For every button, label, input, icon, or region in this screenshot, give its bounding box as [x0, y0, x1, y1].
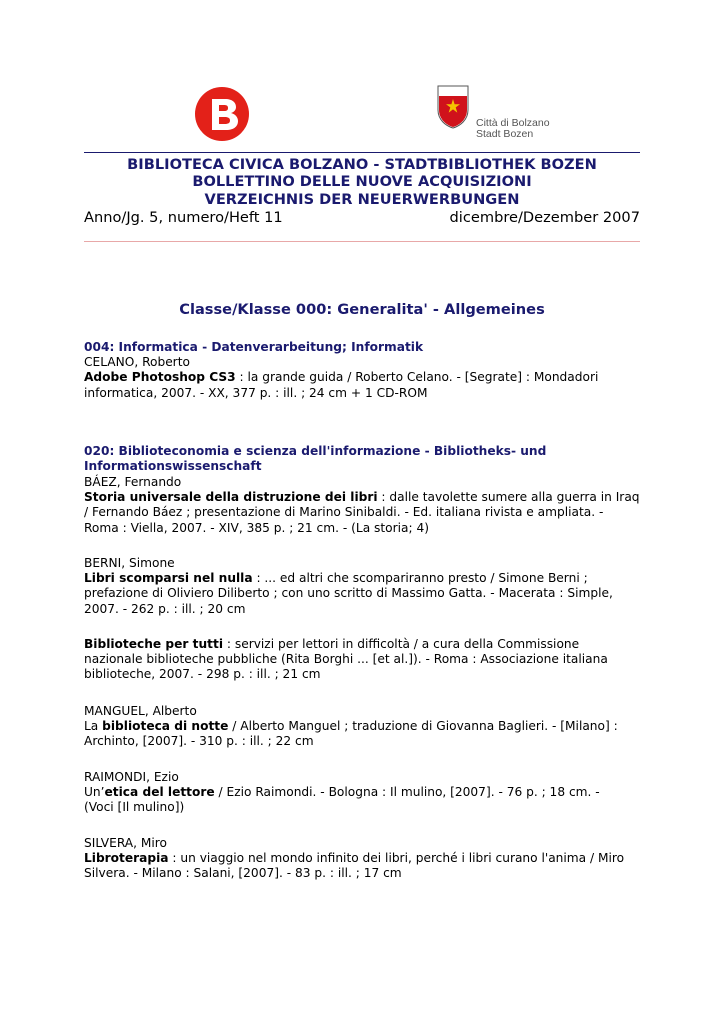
entry-title: Libroterapia [84, 851, 169, 866]
entry-description: : ... ed altri che scompariranno presto / Simone Berni ; [252, 571, 588, 586]
issue-date: dicembre/Dezember 2007 [449, 209, 640, 226]
city-of-bolzano-logo [436, 84, 576, 140]
entry-title: Adobe Photoshop CS3 [84, 370, 236, 385]
catalog-entry [84, 475, 640, 536]
catalog-entry [84, 637, 640, 683]
entry-description: / Alberto Manguel ; traduzione di Giovanna Baglieri. - [Milano] : [228, 719, 618, 734]
bulletin-title [84, 156, 640, 208]
entry-title: biblioteca di notte [102, 719, 229, 734]
entry-description-cont: Roma : Viella, 2007. - XIV, 385 p. ; 21 cm. - (La storia; 4) [84, 520, 429, 535]
entry-description-cont: nazionale biblioteche pubbliche (Rita Borghi ... [et al.]). - Roma : Associazione italiana [84, 652, 608, 667]
entry-description-cont: 2007. - 262 p. : ill. ; 20 cm [84, 601, 246, 616]
entry-description-cont: Silvera. - Milano : Salani, [2007]. - 83 p. : ill. ; 17 cm [84, 866, 402, 881]
library-b-logo-icon [192, 86, 252, 142]
entry-author: MANGUEL, Alberto [84, 704, 197, 718]
entry-title: etica del lettore [104, 785, 215, 800]
header-divider [84, 152, 640, 153]
catalog-entry [84, 836, 640, 882]
entry-description-cont: Archinto, [2007]. - 310 p. : ill. ; 22 cm [84, 734, 314, 749]
catalog-entry [84, 355, 640, 401]
entry-title: Libri scomparsi nel nulla [84, 571, 253, 586]
coat-of-arms-icon [436, 84, 470, 130]
entry-author: SILVERA, Miro [84, 836, 167, 850]
catalog-entry [84, 770, 640, 816]
subject-heading: 004: Informatica - Datenverarbeitung; Informatik [84, 340, 424, 354]
entry-description-cont: prefazione di Oliviero Diliberto ; con uno scritto di Massimo Gatta. - Macerata : Simple, [84, 586, 613, 601]
entry-description-cont: biblioteche, 2007. - 298 p. : ill. ; 21 cm [84, 667, 321, 682]
entry-author: BÁEZ, Fernando [84, 475, 182, 489]
entry-description-cont: informatica, 2007. - XX, 377 p. : ill. ; 24 cm + 1 CD-ROM [84, 385, 428, 400]
issue-number: Anno/Jg. 5, numero/Heft 11 [84, 209, 283, 226]
library-name: BIBLIOTECA CIVICA BOLZANO - STADTBIBLIOTHEK BOZEN [127, 156, 597, 173]
entry-description-cont: (Voci [Il mulino]) [84, 800, 185, 815]
city-name-italian: Città di Bolzano [476, 117, 550, 129]
subject-heading: 020: Biblioteconomia e scienza dell'informazione - Bibliotheks- und [84, 444, 547, 458]
bulletin-name-german: VERZEICHNIS DER NEUERWERBUNGEN [204, 190, 520, 208]
entry-title: Storia universale della distruzione dei libri [84, 490, 378, 505]
subject-section [84, 340, 640, 401]
entry-description-cont: / Fernando Báez ; presentazione di Marino Sinibaldi. - Ed. italiana rivista e ampliata. - [84, 505, 604, 520]
subject-section [84, 444, 640, 474]
catalog-entry [84, 556, 640, 617]
issue-line [84, 209, 640, 226]
issue-divider [84, 241, 640, 242]
entry-description: : la grande guida / Roberto Celano. - [Segrate] : Mondadori [235, 370, 599, 385]
entry-title: Biblioteche per tutti [84, 637, 223, 651]
entry-description: / Ezio Raimondi. - Bologna : Il mulino, [2007]. - 76 p. ; 18 cm. - [214, 785, 600, 800]
catalog-entry [84, 704, 640, 750]
entry-title-prefix: La [84, 719, 103, 734]
entry-description: : un viaggio nel mondo infinito dei libri, perché i libri curano l'anima / Miro [168, 851, 625, 866]
entry-description: : servizi per lettori in difficoltà / a cura della Commissione [223, 637, 580, 651]
entry-author: RAIMONDI, Ezio [84, 770, 179, 784]
class-heading: Classe/Klasse 000: Generalita' - Allgemeines [179, 301, 545, 318]
subject-heading-cont: Informationswissenschaft [84, 459, 262, 474]
city-name-german: Stadt Bozen [476, 128, 534, 140]
entry-author: CELANO, Roberto [84, 355, 190, 370]
entry-description: : dalle tavolette sumere alla guerra in Iraq [377, 490, 640, 505]
entry-title-prefix: Un’ [84, 785, 105, 800]
bulletin-name-italian: BOLLETTINO DELLE NUOVE ACQUISIZIONI [192, 173, 532, 191]
entry-author: BERNI, Simone [84, 556, 175, 570]
